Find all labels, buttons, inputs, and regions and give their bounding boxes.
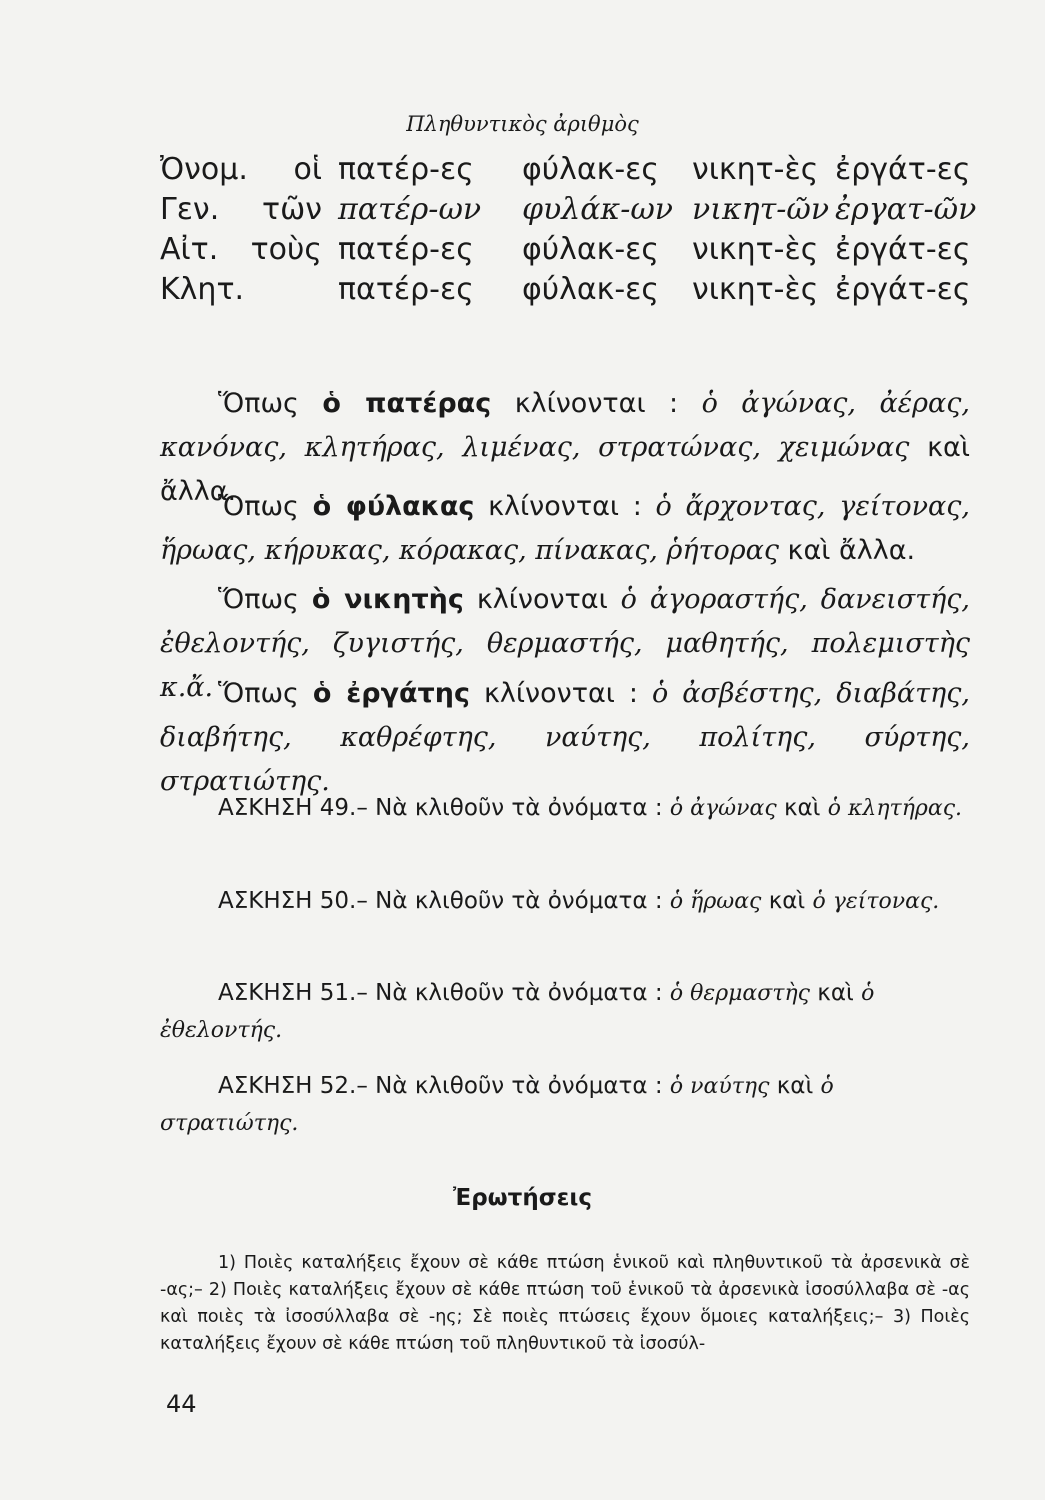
exercise-51 <box>160 975 970 1049</box>
word-pateras: πατέρ-ες <box>338 272 474 307</box>
para-verb: κλίνονται <box>476 584 608 615</box>
article: οἱ <box>293 152 322 187</box>
para-verb: κλίνονται : <box>488 491 642 522</box>
exercise-label: ΑΣΚΗΣΗ 52.– Νὰ κλιθοῦν τὰ ὀνόματα : <box>218 1073 663 1099</box>
para-tail: καὶ ἄλλα. <box>160 432 970 507</box>
exercise-word: ὁ κλητήρας. <box>827 796 963 821</box>
exercise-conj: καὶ <box>768 888 806 914</box>
exercise-label: ΑΣΚΗΣΗ 51.– Νὰ κλιθοῦν τὰ ὀνόματα : <box>218 980 663 1006</box>
para-keyword: ὁ πατέρας <box>322 388 492 419</box>
exercise-conj: καὶ <box>783 795 821 821</box>
exercise-50 <box>160 883 970 920</box>
word-fylakas: φύλακ-ες <box>522 272 660 307</box>
exercise-word: ὁ θερμαστὴς <box>669 981 810 1006</box>
questions-body: 1) Ποιὲς καταλήξεις ἔχουν σὲ κάθε πτώση ἑνικοῦ καὶ πληθυντικοῦ τὰ ἀρσενικὰ σὲ -ας;– 2) Ποιὲς καταλήξεις ἔχουν σὲ κάθε πτώση τοῦ ἑνικοῦ τὰ ἀρσενικὰ ἰσοσύλλαβα σὲ -ας καὶ ποιὲς τὰ ἰσοσύλλαβα σὲ -ης; Σὲ ποιὲς πτώσεις ἔχουν ὅμοιες καταλήξεις;– 3) Ποιὲς καταλήξεις ἔχουν σὲ κάθε πτώση τοῦ πληθυντικοῦ τὰ ἰσοσύλ- <box>160 1253 970 1354</box>
word-fylakas: φύλακ-ες <box>522 152 660 187</box>
para-lead: Ὅπως <box>218 388 299 419</box>
word-nikitis: νικητ-ὲς <box>692 152 819 187</box>
word-fylakas: φυλάκ-ων <box>522 192 674 227</box>
table-row <box>160 230 971 270</box>
word-pateras: πατέρ-ες <box>338 152 474 187</box>
paragraph-ergatis <box>160 672 970 804</box>
declension-table <box>160 150 977 310</box>
word-nikitis: νικητ-ῶν <box>692 192 830 227</box>
exercise-label: ΑΣΚΗΣΗ 50.– Νὰ κλιθοῦν τὰ ὀνόματα : <box>218 888 663 914</box>
exercise-52 <box>160 1068 970 1142</box>
exercise-49 <box>160 790 970 827</box>
exercise-word: ὁ ἀγώνας <box>669 796 777 821</box>
word-ergatis: ἐργατ-ῶν <box>835 192 977 227</box>
exercise-conj: καὶ <box>776 1073 814 1099</box>
word-ergatis: ἐργάτ-ες <box>835 152 971 187</box>
exercise-word: ὁ γείτονας. <box>812 889 940 914</box>
questions-title: Ἐρωτήσεις <box>452 1185 593 1211</box>
questions-text <box>160 1250 970 1358</box>
exercise-word: ὁ ἥρωας <box>669 889 762 914</box>
case-label: Κλητ. <box>160 272 245 307</box>
para-lead: Ὅπως <box>218 678 299 709</box>
case-label: Αἰτ. <box>160 232 219 267</box>
word-fylakas: φύλακ-ες <box>522 232 660 267</box>
exercise-word: ὁ στρατιώτης. <box>160 1074 834 1136</box>
word-ergatis: ἐργάτ-ες <box>835 232 971 267</box>
word-pateras: πατέρ-ες <box>338 232 474 267</box>
para-lead: Ὅπως <box>218 491 299 522</box>
exercise-conj: καὶ <box>817 980 854 1006</box>
word-ergatis: ἐργάτ-ες <box>835 272 971 307</box>
paragraph-fylakas <box>160 485 970 573</box>
article: τοὺς <box>250 232 322 267</box>
para-examples: ὁ ἄρχοντας, γείτονας, ἥρωας, κήρυκας, κόρακας, πίνακας, ῥήτορας <box>160 491 970 566</box>
exercise-word: ὁ ναύτης <box>669 1074 770 1099</box>
para-keyword: ὁ ἐργάτης <box>312 678 471 709</box>
para-tail: καὶ ἄλλα. <box>787 535 916 566</box>
table-row <box>160 190 977 230</box>
para-verb: κλίνονται : <box>514 388 679 419</box>
para-verb: κλίνονται : <box>484 678 638 709</box>
page-number: 44 <box>166 1390 197 1418</box>
table-row <box>160 270 971 310</box>
exercise-word: ὁ ἐθελοντής. <box>160 981 875 1043</box>
word-nikitis: νικητ-ὲς <box>692 272 819 307</box>
para-keyword: ὁ φύλακας <box>312 491 475 522</box>
para-examples: ὁ ἀσβέστης, διαβάτης, διαβήτης, καθρέφτης, ναύτης, πολίτης, σύρτης, στρατιώτης. <box>160 678 970 797</box>
exercise-label: ΑΣΚΗΣΗ 49.– Νὰ κλιθοῦν τὰ ὀνόματα : <box>218 795 663 821</box>
case-label: Ὀνομ. <box>160 152 248 187</box>
para-lead: Ὅπως <box>218 584 299 615</box>
word-nikitis: νικητ-ὲς <box>692 232 819 267</box>
para-keyword: ὁ νικητὴς <box>311 584 464 615</box>
word-pateras: πατέρ-ων <box>338 192 482 227</box>
section-header: Πληθυντικὸς ἀριθμὸς <box>406 112 639 136</box>
table-row <box>160 150 971 190</box>
para-examples: ὁ ἀγοραστής, δανειστής, ἐθελοντής, ζυγιστής, θερμαστής, μαθητής, πολεμιστὴς κ.ἄ. <box>160 584 970 703</box>
para-examples: ὁ ἀγώνας, ἀέρας, κανόνας, κλητήρας, λιμένας, στρατώνας, χειμώνας <box>160 388 970 463</box>
case-label: Γεν. <box>160 192 220 227</box>
article: τῶν <box>262 192 322 227</box>
